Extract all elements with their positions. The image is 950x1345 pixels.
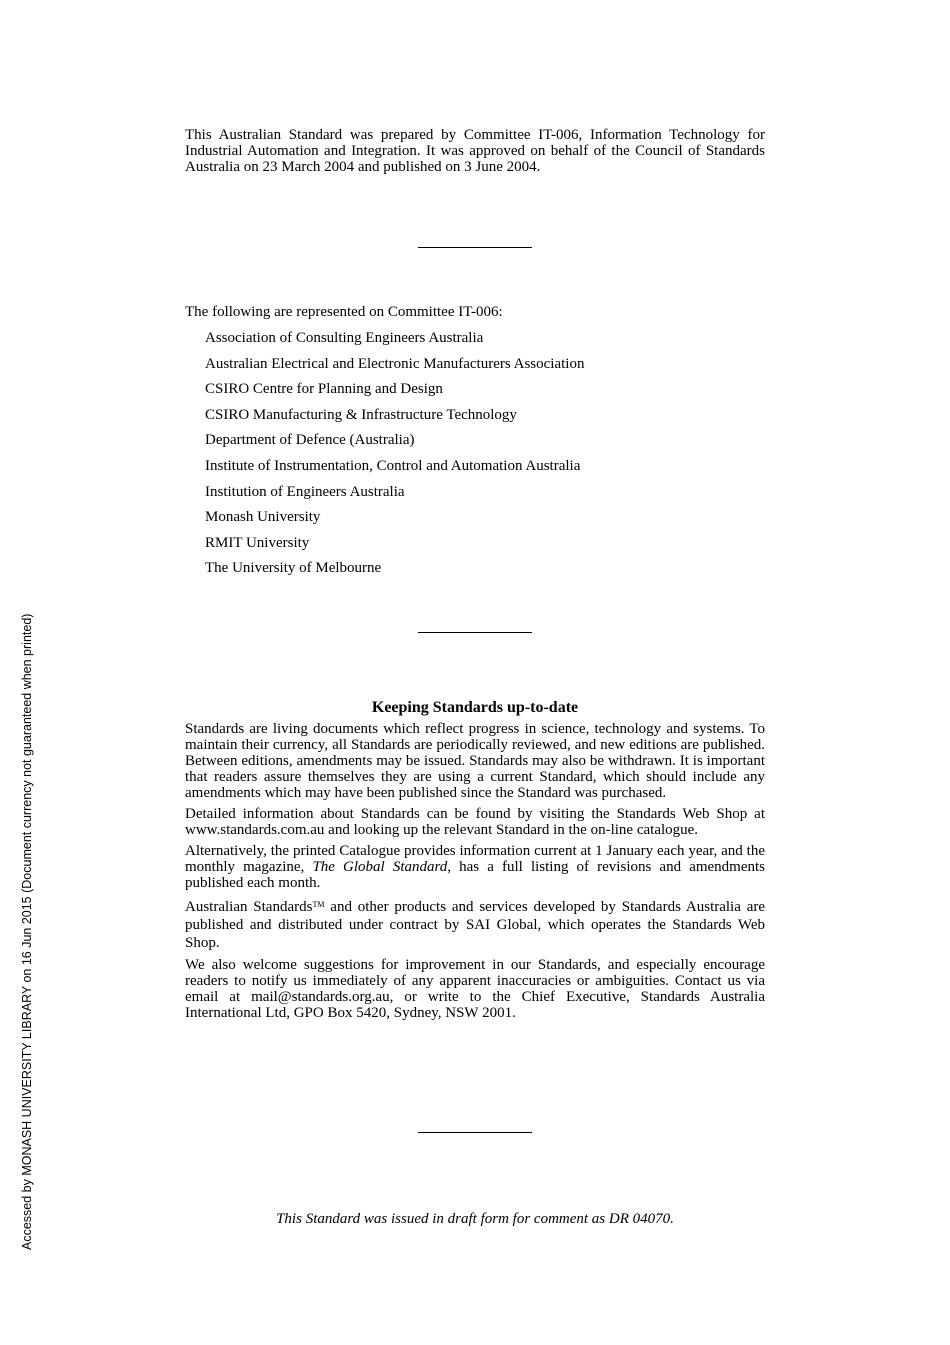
body-paragraph [185, 896, 765, 952]
list-item: Association of Consulting Engineers Australia [205, 330, 484, 346]
body-paragraph: We also welcome suggestions for improvement in our Standards, and especially encourage readers to notify us immediately of any apparent inaccuracies or ambiguities. Contact us via email at mail@standards.org.au, or write to the Chief Executive, Standards Australia International Ltd, GPO Box 5420, Sydney, NSW 2001. [185, 957, 765, 1021]
body-paragraph: Standards are living documents which reflect progress in science, technology and systems. To maintain their currency, all Standards are periodically reviewed, and new editions are published. Between editions, amendments may be issued. Standards may also be withdrawn. It is important that readers assure themselves they are using a current Standard, which should include any amendments which may have been published since the Standard was purchased. [185, 721, 765, 801]
body-paragraph [185, 843, 765, 891]
section-divider [418, 632, 532, 633]
list-item: CSIRO Manufacturing & Infrastructure Technology [205, 406, 517, 423]
section-divider [418, 247, 532, 248]
paragraph-text: Australian Standards [185, 899, 313, 915]
list-item: The University of Melbourne [205, 560, 382, 577]
paragraph-text: and other products and services developed by Standards Australia are published and distributed under contract by SAI Global, which operates the Standards Web Shop. [185, 899, 766, 951]
list-item: Monash University [205, 509, 321, 526]
list-item: Australian Electrical and Electronic Manufacturers Association [205, 355, 585, 372]
list-item: CSIRO Centre for Planning and Design [205, 381, 443, 398]
paragraph-text: Alternatively, the printed Catalogue provides information current at 1 January each year, and the monthly magazine, [185, 843, 765, 875]
trademark-mark: TM [312, 900, 325, 909]
list-item: Institution of Engineers Australia [205, 483, 405, 500]
committee-member-list [205, 326, 584, 582]
access-watermark: Accessed by MONASH UNIVERSITY LIBRARY on 16 Jun 2015 (Document currency not guaranteed when printed) [20, 613, 34, 1250]
committee-intro: The following are represented on Committee IT-006: [185, 304, 503, 320]
magazine-title: The Global Standard [312, 859, 448, 875]
list-item: Institute of Instrumentation, Control and Automation Australia [205, 457, 581, 474]
body-paragraph: Detailed information about Standards can be found by visiting the Standards Web Shop at www.standards.com.au and looking up the relevant Standard in the on-line catalogue. [185, 806, 765, 838]
list-item: RMIT University [205, 534, 310, 551]
keeping-standards-section [185, 721, 765, 1026]
section-divider [418, 1132, 532, 1133]
section-heading: Keeping Standards up-to-date [371, 699, 579, 716]
preparation-statement: This Australian Standard was prepared by Committee IT-006, Information Technology for Industrial Automation and Integration. It was approved on behalf of the Council of Standards Australia on 23 March 2004 and published on 3 June 2004. [185, 127, 765, 175]
list-item: Department of Defence (Australia) [205, 432, 415, 449]
paragraph-text: , has a full listing of revisions and amendments published each month. [185, 859, 766, 891]
draft-note: This Standard was issued in draft form for comment as DR 04070. [276, 1211, 674, 1227]
